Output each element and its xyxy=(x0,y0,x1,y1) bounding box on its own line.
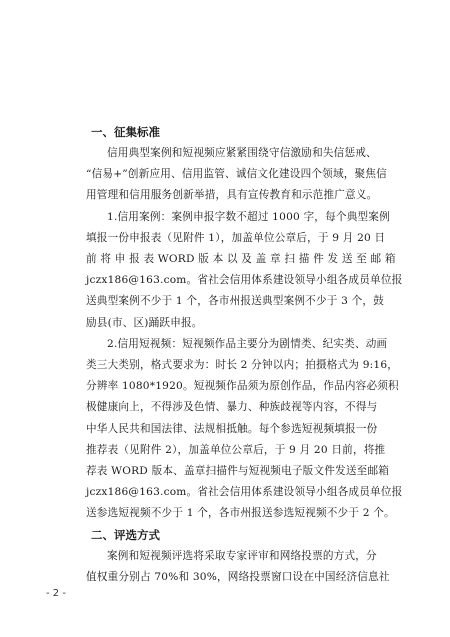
section1-intro xyxy=(86,143,387,207)
item1-credit-case xyxy=(86,207,403,334)
text-line: jczx186@163.com。省社会信用体系建设领导小组各成员单位报 xyxy=(86,274,403,287)
text-line: 荐表 WORD 版本、盖章扫描件与短视频电子版文件发送至邮箱 xyxy=(86,465,390,478)
section1-heading: 一、征集标准 xyxy=(91,125,160,139)
text-line: 用管理和信用服务创新举措，具有宣传教育和示范推广意义。 xyxy=(86,189,378,202)
document-body xyxy=(86,122,403,588)
text-line: 值权重分别占 70%和 30%，网络投票窗口设在中国经济信息社 xyxy=(86,570,390,583)
text-line: jczx186@163.com。省社会信用体系建设领导小组各成员单位报 xyxy=(86,486,403,499)
section2-body xyxy=(86,546,390,588)
text-line: 极健康向上，不得涉及色情、暴力、种族歧视等内容，不得与 xyxy=(86,401,378,414)
text-line: 信用典型案例和短视频应紧紧围绕守信激励和失信惩戒、 xyxy=(107,147,377,159)
section2-heading: 二、评选方式 xyxy=(91,527,160,542)
text-line: 送典型案例不少于 1 个，各市州报送典型案例不少于 3 个，鼓 xyxy=(86,295,384,308)
text-line: 送参选短视频不少于 1 个，各市州报送参选短视频不少于 2 个。 xyxy=(86,507,395,520)
text-line: “信易+”创新应用、信用监管、诚信文化建设四个领域，聚焦信 xyxy=(86,168,387,181)
text-line: 中华人民共和国法律、法规相抵触。每个参选短视频填报一份 xyxy=(86,422,378,435)
text-line: 填报一份申报表（见附件 1），加盖单位公章后，于 9 月 20 日 xyxy=(86,231,386,244)
text-line: 分辨率 1080*1920。短视频作品须为原创作品，作品内容必须积 xyxy=(86,380,399,393)
text-line: 励县(市、区)踊跃申报。 xyxy=(86,316,203,329)
item2-short-video xyxy=(86,334,403,525)
text-line: 前 将 申 报 表 WORD 版 本 以 及 盖 章 扫 描 件 发 送 至 邮 箱 xyxy=(86,253,396,266)
text-line: 推荐表（见附件 2），加盖单位公章后，于 9 月 20 日前，将推 xyxy=(86,443,386,456)
page-number: - 2 - xyxy=(46,588,66,599)
text-line: 2.信用短视频：短视频作品主要分为剧情类、纪实类、动画 xyxy=(107,337,388,350)
text-line: 1.信用案例：案例申报字数不超过 1000 字，每个典型案例 xyxy=(107,210,390,223)
text-line: 类三大类别，格式要求为：时长 2 分钟以内；拍摄格式为 9:16， xyxy=(86,359,399,372)
text-line: 案例和短视频评选将采取专家评审和网络投票的方式，分 xyxy=(107,549,377,562)
